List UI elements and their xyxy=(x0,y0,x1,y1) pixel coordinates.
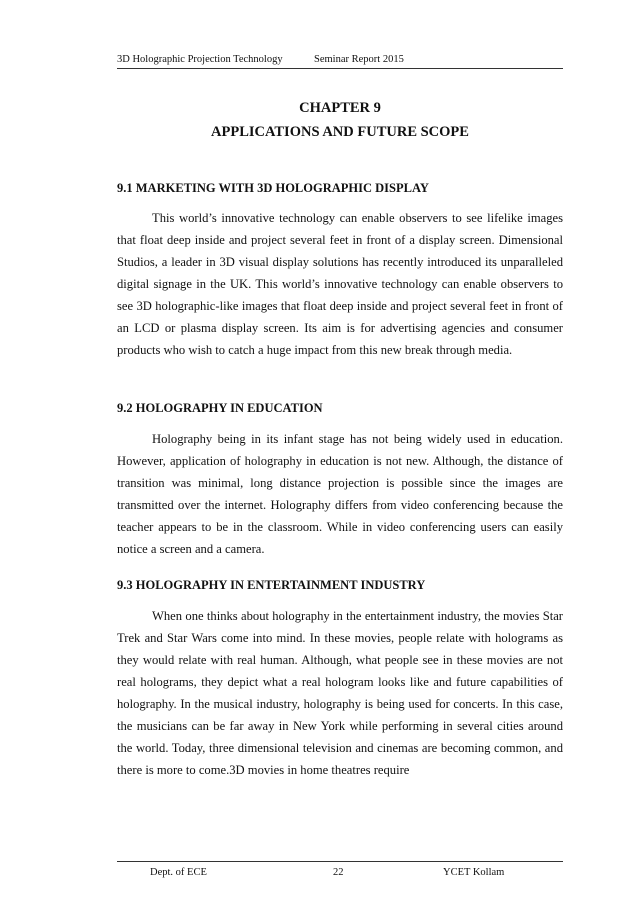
section-heading-entertainment: 9.3 HOLOGRAPHY IN ENTERTAINMENT INDUSTRY xyxy=(117,578,426,592)
section-body-entertainment: When one thinks about holography in the entertainment industry, the movies Star Trek and Star Wars come into mind. In these movies, people relate with holograms as they would relate with real human. Although, what people see in these movies are not real holograms, they depict what a real hologram looks like and future capabilities of holography. In the musical industry, holography is being used for concerts. In this case, the musicians can be far away in New York while performing in several cities around the world. Today, three dimensional television and cinemas are becoming common, and there is more to come.3D movies in home theatres require xyxy=(117,609,563,777)
header-report-label: Seminar Report 2015 xyxy=(314,54,404,65)
chapter-title: APPLICATIONS AND FUTURE SCOPE xyxy=(211,124,469,140)
header-divider xyxy=(117,68,563,69)
footer-divider xyxy=(117,861,563,862)
page-header xyxy=(117,54,563,68)
header-document-title: 3D Holographic Projection Technology xyxy=(117,54,283,65)
section-body-education: Holography being in its infant stage has not being widely used in education. However, application of holography in education is not new. Although, the distance of transition was minimal, long distance projection is possible since the images are transmitted over the internet. Holography differs from video conferencing because the teacher appears to be in the classroom. While in video conferencing users can easily notice a screen and a camera. xyxy=(117,432,563,556)
section-body-marketing: This world’s innovative technology can enable observers to see lifelike images that float deep inside and project several feet in front of a display screen. Dimensional Studios, a leader in 3D visual display solutions has recently introduced its unparalleled digital signage in the UK. This world’s innovative technology can enable observers to see 3D holographic-like images that float deep inside and project several feet in front of an LCD or plasma display screen. Its aim is for advertising agencies and consumer products who wish to catch a huge impact from this new break through media. xyxy=(117,211,563,357)
section-heading-education: 9.2 HOLOGRAPHY IN EDUCATION xyxy=(117,401,323,415)
footer-page-number: 22 xyxy=(333,867,344,878)
footer-institution: YCET Kollam xyxy=(443,867,505,878)
chapter-number: CHAPTER 9 xyxy=(299,100,381,116)
section-heading-marketing: 9.1 MARKETING WITH 3D HOLOGRAPHIC DISPLAY xyxy=(117,181,429,195)
footer-department: Dept. of ECE xyxy=(150,867,207,878)
